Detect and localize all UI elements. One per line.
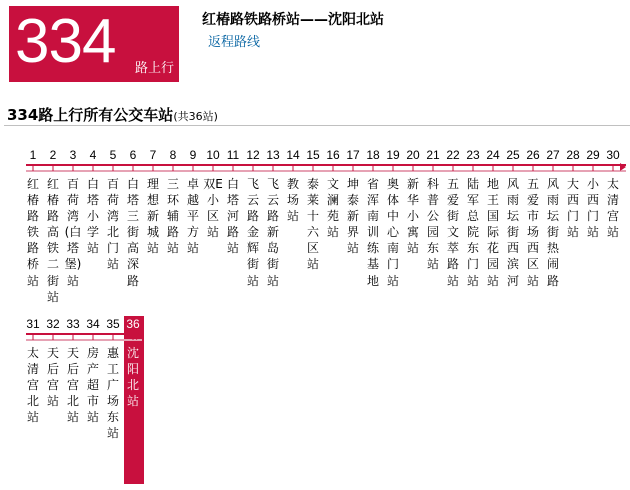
route-title: 红椿路铁路桥站——沈阳北站 [202, 12, 384, 28]
stop-name: 惠工广场东站 [106, 346, 119, 441]
stop-number: 18 [366, 148, 380, 162]
stop-name: 地王国际花园站 [486, 177, 499, 288]
stop-name: 白塔小学站 [86, 177, 99, 256]
stop-name: 白塔三街高深路 [126, 177, 139, 288]
stop-name: 大西门站 [566, 177, 579, 240]
stop-number: 27 [546, 148, 560, 162]
stop-number: 13 [266, 148, 280, 162]
stop-name: 飞云路新岛街站 [266, 177, 279, 288]
stop-name: 教场站 [286, 177, 299, 224]
stop-number: 4 [89, 148, 97, 162]
stop-name: 天后宫北站 [66, 346, 79, 425]
route-line-row-1-shadow [26, 170, 626, 172]
stop-number: 17 [346, 148, 360, 162]
stop-name: 白塔河路站 [226, 177, 239, 256]
route-line-row-1 [26, 164, 626, 166]
stop-name: 小西门站 [586, 177, 599, 240]
route-header-box [9, 6, 179, 82]
stop-name: 红椿路铁路桥站 [26, 177, 39, 288]
stop-number: 25 [506, 148, 520, 162]
stop-name: 双E小区站 [203, 177, 223, 240]
stop-name: 文澜苑站 [326, 177, 339, 240]
stop-name: 太清宫北站 [26, 346, 39, 425]
stop-number: 20 [406, 148, 420, 162]
stop-number: 12 [246, 148, 260, 162]
stop-name: 五爱街文萃路站 [446, 177, 459, 288]
stop-number: 15 [306, 148, 320, 162]
stop-name: 新华小寓站 [406, 177, 419, 256]
stop-name: 天后宫站 [46, 346, 59, 409]
stop-number: 10 [206, 148, 220, 162]
stop-name: 三环辅路站 [166, 177, 179, 256]
stop-number: 30 [606, 148, 620, 162]
section-title [7, 104, 218, 125]
stop-name: 卓越平方站 [186, 177, 199, 256]
stop-number: 16 [326, 148, 340, 162]
stop-number: 6 [129, 148, 137, 162]
stop-number: 1 [29, 148, 37, 162]
stop-number: 28 [566, 148, 580, 162]
stop-name: 省浑南训练基地 [366, 177, 379, 288]
stop-number: 23 [466, 148, 480, 162]
stop-name: 百荷湾北门站 [106, 177, 119, 272]
stop-number: 3 [69, 148, 77, 162]
stop-number: 2 [49, 148, 57, 162]
stop-name: 科普公园东站 [426, 177, 439, 272]
route-direction: 路上行 [134, 61, 174, 76]
stop-number: 5 [109, 148, 117, 162]
stop-name: 飞云路金辉街站 [246, 177, 259, 288]
stop-number: 22 [446, 148, 460, 162]
stop-name: 泰莱十六区站 [306, 177, 319, 272]
stop-name: 沈阳北站 [126, 346, 139, 409]
stop-name: 红椿路高铁二街站 [46, 177, 59, 304]
stop-name: 奥体中心南门站 [386, 177, 399, 288]
section-title-text: 334路上行所有公交车站 [7, 106, 174, 124]
section-divider [4, 125, 630, 126]
stop-name: 太清宫站 [606, 177, 619, 240]
stop-number: 19 [386, 148, 400, 162]
stop-name: 理想新城站 [146, 177, 159, 256]
stop-number: 34 [86, 317, 100, 331]
route-number: 334 [15, 7, 116, 76]
stop-name: 坤泰新界站 [346, 177, 359, 256]
stop-number: 7 [149, 148, 157, 162]
stop-name: 风雨坛街西滨河 [506, 177, 519, 288]
stop-name: 风雨坛街热闹路 [546, 177, 559, 288]
stop-number: 24 [486, 148, 500, 162]
stop-number: 8 [169, 148, 177, 162]
stop-number: 29 [586, 148, 600, 162]
stop-number: 32 [46, 317, 60, 331]
stop-number: 31 [26, 317, 40, 331]
stop-number: 35 [106, 317, 120, 331]
stop-number: 11 [226, 148, 240, 162]
stop-count: (共36站) [173, 110, 218, 123]
stop-name: 房产超市站 [86, 346, 99, 425]
stop-number: 14 [286, 148, 300, 162]
stop-name: 百荷湾(白塔堡)站 [64, 177, 82, 288]
stop-name: 陆军总院东门站 [466, 177, 479, 288]
return-route-link[interactable]: 返程路线 [208, 35, 261, 50]
stop-number: 36 [126, 317, 140, 331]
stop-name: 五爱市场西区站 [526, 177, 539, 288]
route-line-row-2 [26, 333, 142, 335]
stop-number: 26 [526, 148, 540, 162]
route-line-row-2-shadow [26, 339, 142, 341]
stop-number: 21 [426, 148, 440, 162]
stop-number: 33 [66, 317, 80, 331]
stop-number: 9 [189, 148, 197, 162]
